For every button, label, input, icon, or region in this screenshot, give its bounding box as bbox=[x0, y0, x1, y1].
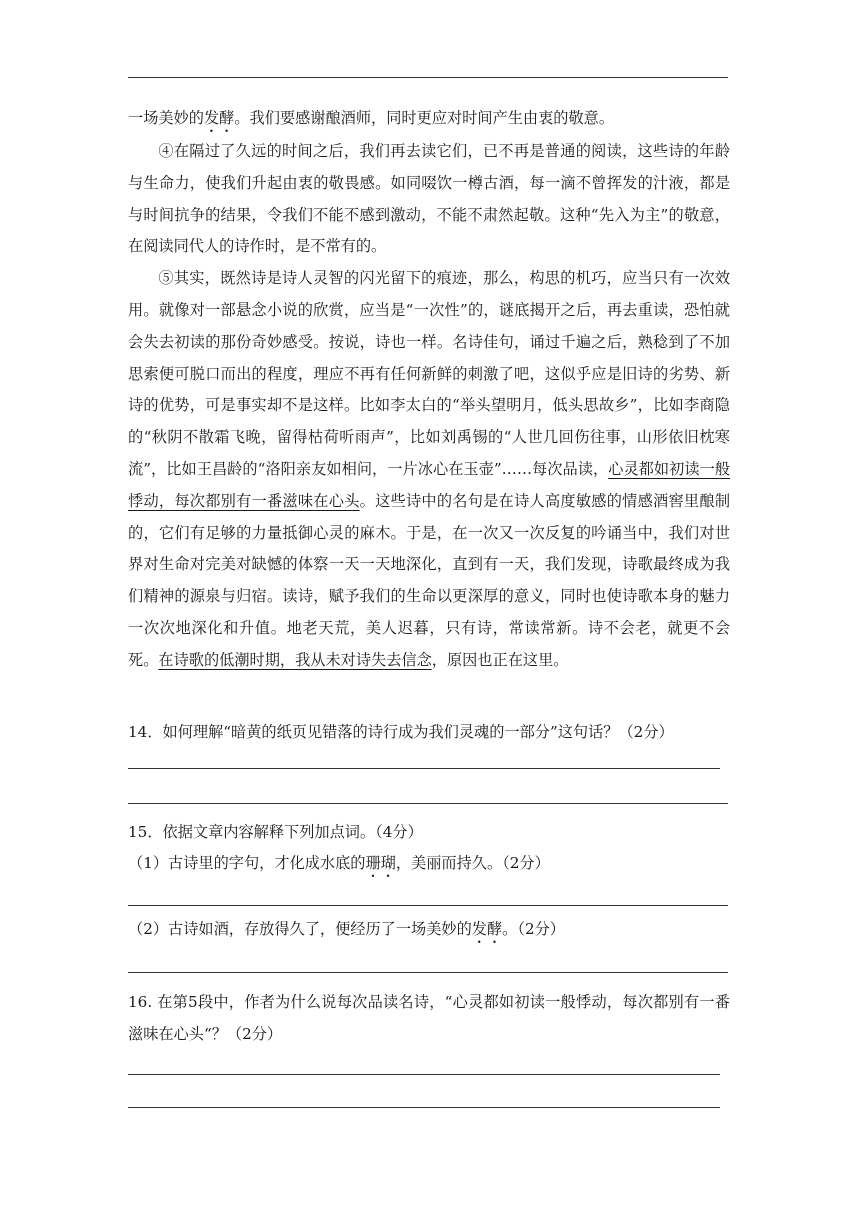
answer-line-15-2[interactable] bbox=[128, 972, 728, 973]
answer-line-14b[interactable] bbox=[128, 803, 728, 804]
dotted-word-fajiao-2: 发酵 bbox=[471, 920, 503, 938]
reading-passage bbox=[128, 103, 730, 677]
answer-line-15-1[interactable] bbox=[128, 905, 728, 906]
question-15: 15．依据文章内容解释下列加点词。（4分） bbox=[128, 823, 423, 841]
paragraph-5: ⑤其实，既然诗是诗人灵智的闪光留下的痕迹，那么，构思的机巧，应当只有一次效用。就像对一部悬念小说的欣赏，应当是“一次性”的，谜底揭开之后，再去重读，恐怕就会失去初读的那份奇妙感受。按说，诗也一样。名诗佳句，诵过千遍之后，熟稔到了不加思索便可脱口而出的程度，理应不再有任何新鲜的刺激了吧，这似乎应是旧诗的劣势、新诗的优势，可是事实却不是这样。比如李太白的“举头望明月，低头思故乡”，比如李商隐的“秋阴不散霜飞晚，留得枯荷听雨声”，比如刘禹锡的“人世几回伤往事，山形依旧枕寒流”，比如王昌龄的“洛阳亲友如相问，一片冰心在玉壶”……每次品读，心灵都如初读一般悸动，每次都别有一番滋味在心头。这些诗中的名句是在诗人高度敏感的情感酒窖里酿制的，它们有足够的力量抵御心灵的麻木。于是，在一次又一次反复的吟诵当中，我们对世界对生命对完美对缺憾的体察一天一天地深化，直到有一天，我们发现，诗歌最终成为我们精神的源泉与归宿。读诗，赋予我们的生命以更深厚的意义，同时也使诗歌本身的魅力一次次地深化和升值。地老天荒，美人迟暮，只有诗，常读常新。诗不会老，就更不会死。在诗歌的低潮时期，我从未对诗失去信念，原因也正在这里。 bbox=[128, 269, 731, 669]
dotted-word-shanhu: 珊瑚 bbox=[365, 854, 396, 872]
header-rule bbox=[128, 77, 728, 78]
paragraph-4: ④在隔过了久远的时间之后，我们再去读它们，已不再是普通的阅读，这些诗的年龄与生命力，使我们升起由衷的敬畏感。如同啜饮一樽古酒，每一滴不曾挥发的汁液，都是与时间抗争的结果，令我们不能不感到激动，不能不肃然起敬。这种“先入为主”的敬意，在阅读同代人的诗作时，是不常有的。 bbox=[128, 142, 730, 256]
passage-continuation: 一场美妙的发酵。我们要感谢酿酒师，同时更应对时间产生由衷的敬意。 bbox=[128, 109, 614, 127]
dotted-word-fajiao: 发酵 bbox=[203, 109, 235, 127]
answer-line-16b[interactable] bbox=[128, 1107, 720, 1108]
question-16: 16. 在第5段中，作者为什么说每次品读名诗，“心灵都如初读一般悸动，每次都别有一番滋味在心头“？（2分） bbox=[128, 993, 730, 1043]
answer-line-14a[interactable] bbox=[128, 768, 720, 769]
underlined-sentence-2: 在诗歌的低潮时期，我从未对诗失去信念 bbox=[158, 650, 432, 669]
question-15-1: （1）古诗里的字句，才化成水底的珊瑚，美丽而持久。（2分） bbox=[128, 854, 550, 872]
underlined-sentence-1: 心灵都如初读一般悸动，每次都别有一番滋味在心头 bbox=[128, 459, 731, 510]
answer-line-16a[interactable] bbox=[128, 1074, 720, 1075]
question-15-2: （2）古诗如酒，存放得久了，便经历了一场美妙的发酵。（2分） bbox=[128, 920, 565, 938]
question-14: 14．如何理解“暗黄的纸页见错落的诗行成为我们灵魂的一部分”这句话？（2分） bbox=[128, 723, 674, 741]
